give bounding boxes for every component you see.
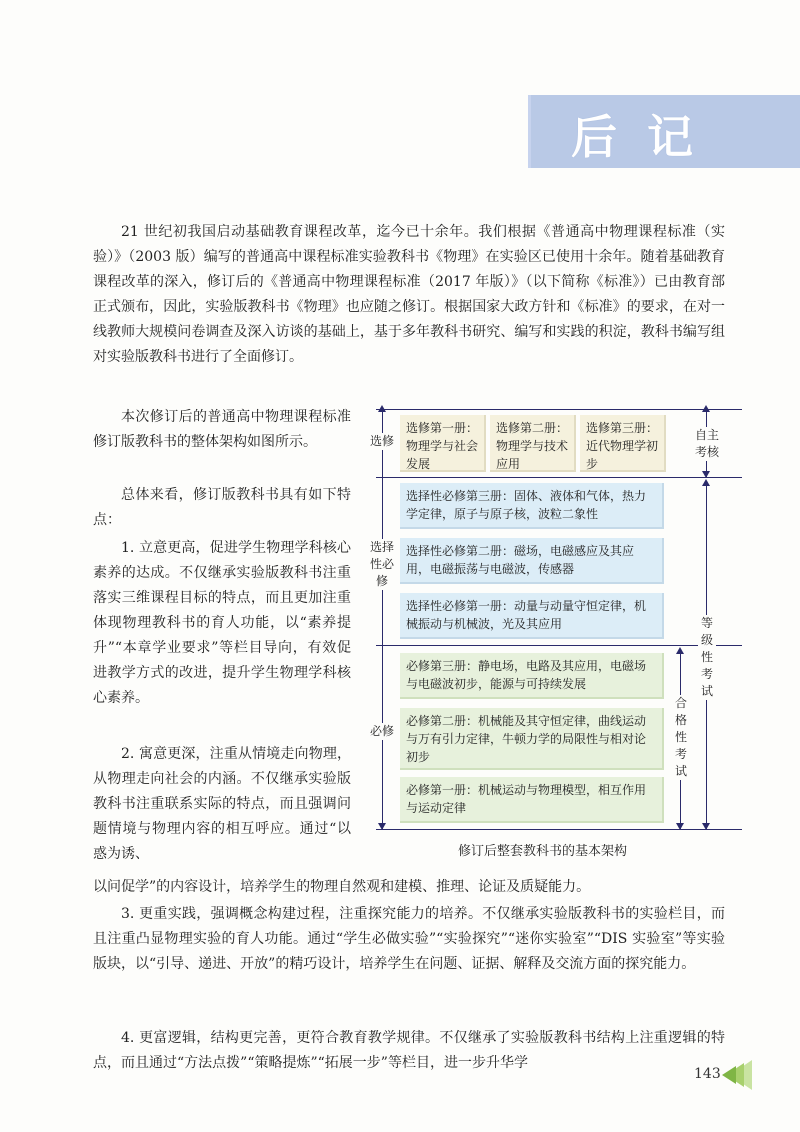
elective-box-1	[400, 415, 486, 472]
paragraph-feature-1: 1. 立意更高，促进学生物理学科核心素养的达成。不仅继承实验版教科书注重落实三维课程目标的特点，而且更加注重体现物理教科书的育人功能，以“素养提升”“本章学业要求”等栏目导向，有效促进教学方式的改进，提升学生物理学科核心素养。	[93, 540, 351, 706]
label-elective: 选修	[362, 433, 402, 450]
label-graded-exam: 等级性考试	[698, 615, 716, 700]
self-exam-arrow-bottom	[702, 471, 710, 478]
elective-box-2-title: 选修第二册：	[496, 421, 569, 435]
paragraph-intro: 21 世纪初我国启动基础教育课程改革，迄今已十余年。我们根据《普通高中物理课程标准（实验）》（2003 版）编写的普通高中课程标准实验教科书《物理》在实验区已使用十余年。随着基础教育课程改革的深入，修订后的《普通高中物理课程标准（2017 年版）》（以下简称《标准》）已由教育部正式颁布，因此，实验版教科书《物理》也应随之修订。根据国家大政方针和《标准》的要求，在对一线教师大规模问卷调查及深入访谈的基础上，基于多年教科书研究、编写和实践的积淀，教科书编写组对实验版教科书进行了全面修订。	[93, 224, 725, 365]
paragraph-structure: 本次修订后的普通高中物理课程标准修订版教科书的整体架构如图所示。	[93, 409, 351, 450]
divider-selective	[376, 645, 742, 646]
selective-box-2: 选择性必修第二册：磁场，电磁感应及其应用，电磁振荡与电磁波，传感器	[400, 538, 664, 584]
elective-box-3	[580, 415, 666, 472]
left-axis-line	[382, 409, 383, 829]
paragraph-feature-4: 4. 更富逻辑，结构更完善，更符合教育教学规律。不仅继承了实验版教科书结构上注重逻辑的特点，而且通过“方法点拨”“策略提炼”“拓展一步”等栏目，进一步升华学	[93, 1030, 725, 1071]
self-exam-arrow-top	[702, 405, 710, 412]
pass-exam-arrow-top	[676, 647, 684, 654]
page-arrows-icon	[722, 1058, 752, 1092]
elective-box-2-body: 物理学与技术应用	[496, 439, 569, 471]
elective-box-3-title: 选修第三册：	[586, 421, 659, 435]
selective-box-3: 选择性必修第三册：固体、液体和气体，热力学定律，原子与原子核，波粒二象性	[400, 483, 664, 529]
graded-exam-arrow-top	[702, 479, 710, 486]
graded-exam-arrow-bottom	[702, 823, 710, 830]
divider-top	[376, 409, 742, 410]
page-title: 后记	[571, 110, 723, 164]
required-box-3: 必修第三册：静电场，电路及其应用，电磁场与电磁波初步，能源与可持续发展	[400, 653, 664, 699]
elective-box-1-title: 选修第一册：	[406, 421, 479, 435]
required-box-2: 必修第二册：机械能及其守恒定律，曲线运动与万有引力定律，牛顿力学的局限性与相对论初步	[400, 708, 664, 770]
title-banner	[528, 95, 800, 168]
paragraph-features-intro: 总体来看，修订版教科书具有如下特点：	[93, 487, 351, 528]
label-pass-exam: 合格性考试	[672, 695, 690, 780]
divider-bottom	[376, 829, 742, 830]
label-required: 必修	[362, 723, 402, 740]
textbook-structure-diagram	[362, 405, 742, 865]
paragraph-feature-3: 3. 更重实践，强调概念构建过程，注重探究能力的培养。不仅继承实验版教科书的实验栏目，而且注重凸显物理实验的育人功能。通过“学生必做实验”“实验探究”“迷你实验室”“DIS 实验室”等实验版块，以“引导、递进、开放”的精巧设计，培养学生在问题、证据、解释及交流方面的探究能力。	[93, 906, 725, 972]
divider-elective	[376, 477, 742, 478]
elective-box-1-body: 物理学与社会发展	[406, 439, 479, 471]
paragraph-feature-2a: 2. 寓意更深，注重从情境走向物理，从物理走向社会的内涵。不仅继承实验版教科书注重联系实际的特点，而且强调问题情境与物理内容的相互呼应。通过“以惑为诱、	[93, 746, 351, 862]
label-self-exam: 自主考核	[692, 427, 722, 461]
diagram-caption: 修订后整套教科书的基本架构	[458, 844, 628, 859]
selective-box-1: 选择性必修第一册：动量与动量守恒定律，机械振动与机械波，光及其应用	[400, 593, 664, 639]
page-number: 143	[694, 1066, 721, 1082]
elective-box-3-body: 近代物理学初步	[586, 439, 659, 471]
paragraph-feature-2b: 以问促学”的内容设计，培养学生的物理自然观和建模、推理、论证及质疑能力。	[93, 879, 591, 895]
required-box-1: 必修第一册：机械运动与物理模型，相互作用与运动定律	[400, 777, 664, 823]
pass-exam-arrow-bottom	[676, 823, 684, 830]
label-selective-required: 选择性必修	[366, 539, 398, 590]
elective-box-2	[490, 415, 576, 472]
